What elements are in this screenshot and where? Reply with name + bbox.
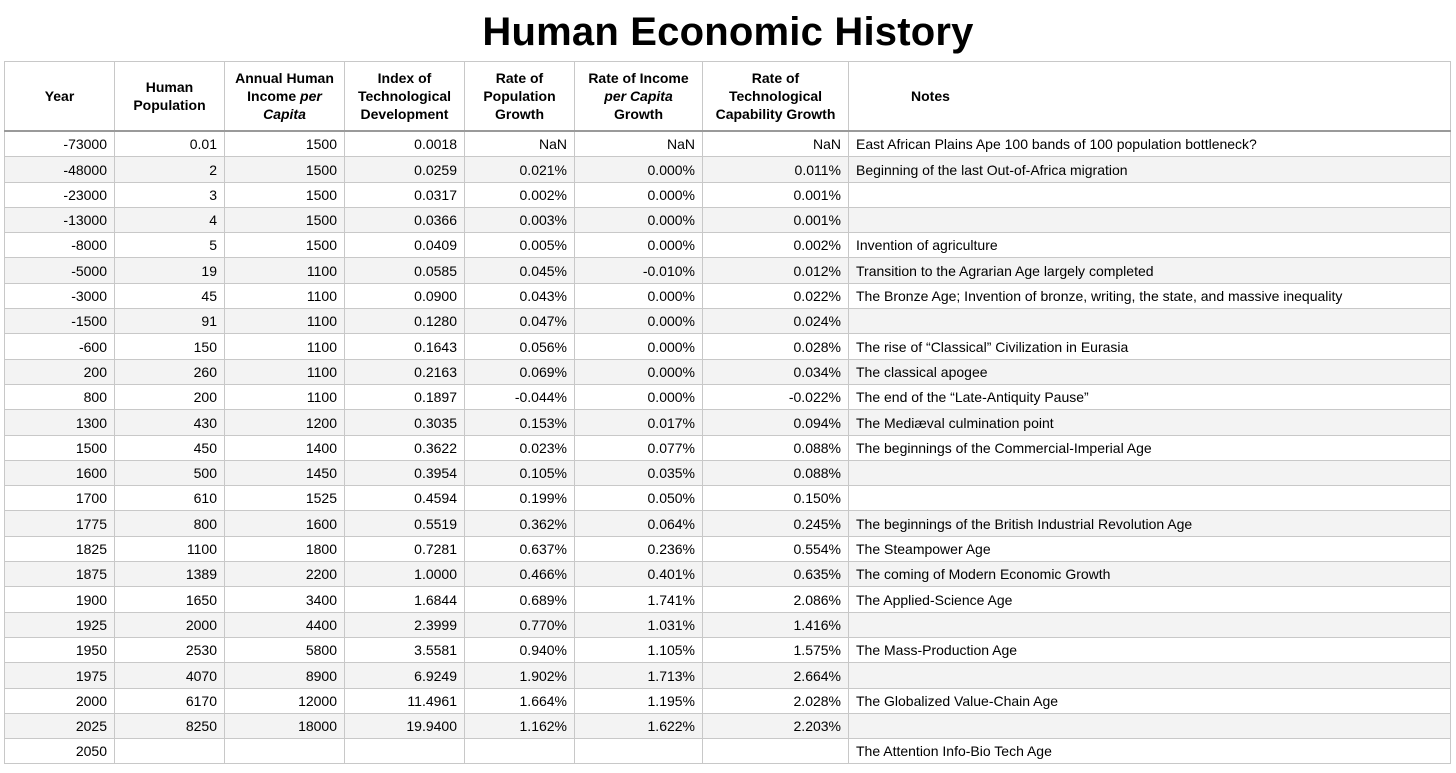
table-header-row	[5, 62, 1451, 132]
cell-tech-growth[interactable]: 0.002%	[703, 233, 849, 258]
cell-income[interactable]: 4400	[225, 612, 345, 637]
cell-year[interactable]: 1300	[5, 410, 115, 435]
column-header-income-italic: per Capita	[263, 88, 322, 122]
cell-income-growth[interactable]: 0.050%	[575, 486, 703, 511]
column-header-pop-growth[interactable]: Rate of Population Growth	[465, 62, 575, 132]
cell-year[interactable]: 200	[5, 359, 115, 384]
cell-income-growth[interactable]: 0.000%	[575, 157, 703, 182]
table-body	[5, 131, 1451, 764]
cell-income[interactable]	[225, 739, 345, 764]
cell-pop-growth[interactable]: 0.003%	[465, 207, 575, 232]
cell-population[interactable]: 91	[115, 309, 225, 334]
cell-population[interactable]: 610	[115, 486, 225, 511]
cell-tech-growth[interactable]: 1.575%	[703, 637, 849, 662]
cell-year[interactable]: 1500	[5, 435, 115, 460]
cell-notes[interactable]: The Bronze Age; Invention of bronze, writing, the state, and massive inequality	[849, 283, 1451, 308]
cell-tech-growth[interactable]: -0.022%	[703, 384, 849, 409]
table-row	[5, 637, 1451, 662]
column-header-income[interactable]	[225, 62, 345, 132]
cell-year[interactable]: 2050	[5, 739, 115, 764]
cell-population[interactable]	[115, 739, 225, 764]
cell-population[interactable]: 3	[115, 182, 225, 207]
cell-population[interactable]: 800	[115, 511, 225, 536]
cell-income[interactable]: 1100	[225, 384, 345, 409]
cell-population[interactable]: 1100	[115, 536, 225, 561]
column-header-income-text: Annual Human Income	[235, 70, 334, 104]
cell-pop-growth[interactable]	[465, 739, 575, 764]
cell-income-growth[interactable]: 0.017%	[575, 410, 703, 435]
cell-tech-index[interactable]: 0.3035	[345, 410, 465, 435]
cell-pop-growth[interactable]: 0.045%	[465, 258, 575, 283]
cell-income-growth[interactable]: 0.000%	[575, 283, 703, 308]
cell-pop-growth[interactable]: 0.637%	[465, 536, 575, 561]
cell-income[interactable]: 12000	[225, 688, 345, 713]
cell-tech-growth[interactable]: 0.554%	[703, 536, 849, 561]
cell-tech-growth[interactable]: 0.012%	[703, 258, 849, 283]
cell-population[interactable]: 200	[115, 384, 225, 409]
cell-pop-growth[interactable]: 1.162%	[465, 713, 575, 738]
cell-income[interactable]: 5800	[225, 637, 345, 662]
cell-tech-growth[interactable]	[703, 739, 849, 764]
column-header-tech-growth[interactable]: Rate of Technological Capability Growth	[703, 62, 849, 132]
cell-population[interactable]: 500	[115, 460, 225, 485]
cell-notes[interactable]: Transition to the Agrarian Age largely completed	[849, 258, 1451, 283]
cell-year[interactable]: 1950	[5, 637, 115, 662]
column-header-income-growth[interactable]	[575, 62, 703, 132]
cell-tech-index[interactable]: 6.9249	[345, 663, 465, 688]
cell-population[interactable]: 1389	[115, 562, 225, 587]
table-row	[5, 334, 1451, 359]
cell-population[interactable]: 260	[115, 359, 225, 384]
cell-tech-growth[interactable]: 0.001%	[703, 182, 849, 207]
cell-year[interactable]: 1600	[5, 460, 115, 485]
cell-tech-index[interactable]: 3.5581	[345, 637, 465, 662]
cell-tech-index[interactable]: 0.3622	[345, 435, 465, 460]
cell-population[interactable]: 6170	[115, 688, 225, 713]
column-header-notes[interactable]: Notes	[849, 62, 1451, 132]
cell-notes[interactable]	[849, 486, 1451, 511]
cell-income[interactable]: 1200	[225, 410, 345, 435]
cell-tech-growth[interactable]: 0.022%	[703, 283, 849, 308]
cell-tech-index[interactable]: 19.9400	[345, 713, 465, 738]
cell-population[interactable]: 1650	[115, 587, 225, 612]
cell-tech-index[interactable]: 11.4961	[345, 688, 465, 713]
cell-tech-growth[interactable]: 0.028%	[703, 334, 849, 359]
table-row	[5, 713, 1451, 738]
cell-income-growth[interactable]: 1.741%	[575, 587, 703, 612]
cell-year[interactable]: -5000	[5, 258, 115, 283]
cell-notes[interactable]: The beginnings of the British Industrial Revolution Age	[849, 511, 1451, 536]
cell-tech-index[interactable]: 0.4594	[345, 486, 465, 511]
cell-tech-index[interactable]: 0.0366	[345, 207, 465, 232]
column-header-income-growth-italic: per Capita	[604, 88, 673, 104]
cell-tech-index[interactable]: 0.3954	[345, 460, 465, 485]
cell-year[interactable]: -1500	[5, 309, 115, 334]
cell-tech-growth[interactable]: 2.086%	[703, 587, 849, 612]
cell-tech-index[interactable]: 1.0000	[345, 562, 465, 587]
cell-year[interactable]: 1775	[5, 511, 115, 536]
cell-pop-growth[interactable]: 0.199%	[465, 486, 575, 511]
table-row	[5, 511, 1451, 536]
cell-pop-growth[interactable]: 0.021%	[465, 157, 575, 182]
cell-income-growth[interactable]: 1.195%	[575, 688, 703, 713]
cell-year[interactable]: 1975	[5, 663, 115, 688]
page-title: Human Economic History	[482, 10, 974, 54]
cell-year[interactable]: -48000	[5, 157, 115, 182]
cell-pop-growth[interactable]: 0.023%	[465, 435, 575, 460]
cell-income-growth[interactable]: 1.713%	[575, 663, 703, 688]
cell-population[interactable]: 430	[115, 410, 225, 435]
cell-income[interactable]: 1100	[225, 258, 345, 283]
table-row	[5, 486, 1451, 511]
cell-tech-growth[interactable]: 0.034%	[703, 359, 849, 384]
cell-tech-index[interactable]: 0.0409	[345, 233, 465, 258]
cell-year[interactable]: 800	[5, 384, 115, 409]
cell-notes[interactable]	[849, 663, 1451, 688]
cell-tech-index[interactable]: 0.1897	[345, 384, 465, 409]
cell-tech-index[interactable]: 0.0900	[345, 283, 465, 308]
cell-notes[interactable]: The coming of Modern Economic Growth	[849, 562, 1451, 587]
table-row	[5, 233, 1451, 258]
table-row	[5, 435, 1451, 460]
cell-year[interactable]: 2025	[5, 713, 115, 738]
cell-pop-growth[interactable]: 0.069%	[465, 359, 575, 384]
cell-income[interactable]: 2200	[225, 562, 345, 587]
cell-tech-growth[interactable]: 0.024%	[703, 309, 849, 334]
cell-tech-index[interactable]: 2.3999	[345, 612, 465, 637]
cell-income[interactable]: 1800	[225, 536, 345, 561]
cell-income-growth[interactable]: 1.622%	[575, 713, 703, 738]
cell-income[interactable]: 1500	[225, 131, 345, 157]
table-row	[5, 739, 1451, 764]
cell-notes[interactable]: The Globalized Value-Chain Age	[849, 688, 1451, 713]
cell-tech-index[interactable]: 0.1280	[345, 309, 465, 334]
cell-income-growth[interactable]: NaN	[575, 131, 703, 157]
economic-history-table	[4, 61, 1451, 764]
cell-tech-index[interactable]: 0.5519	[345, 511, 465, 536]
cell-notes[interactable]	[849, 309, 1451, 334]
cell-population[interactable]: 0.01	[115, 131, 225, 157]
cell-pop-growth[interactable]: 0.153%	[465, 410, 575, 435]
cell-notes[interactable]: The rise of “Classical” Civilization in Eurasia	[849, 334, 1451, 359]
table-row	[5, 131, 1451, 157]
cell-population[interactable]: 150	[115, 334, 225, 359]
column-header-year[interactable]: Year	[5, 62, 115, 132]
table-row	[5, 612, 1451, 637]
cell-pop-growth[interactable]: 0.940%	[465, 637, 575, 662]
cell-notes[interactable]: The beginnings of the Commercial-Imperial Age	[849, 435, 1451, 460]
cell-notes[interactable]	[849, 612, 1451, 637]
cell-income[interactable]: 1400	[225, 435, 345, 460]
column-header-income-growth-text: Rate of Income	[588, 70, 689, 86]
table-row	[5, 536, 1451, 561]
cell-tech-index[interactable]: 1.6844	[345, 587, 465, 612]
cell-year[interactable]: 1875	[5, 562, 115, 587]
cell-tech-index[interactable]: 0.0018	[345, 131, 465, 157]
cell-tech-growth[interactable]: 0.011%	[703, 157, 849, 182]
cell-tech-index[interactable]: 0.7281	[345, 536, 465, 561]
cell-tech-index[interactable]	[345, 739, 465, 764]
cell-pop-growth[interactable]: 1.664%	[465, 688, 575, 713]
cell-income[interactable]: 1525	[225, 486, 345, 511]
table-row	[5, 688, 1451, 713]
cell-income-growth[interactable]: 0.000%	[575, 334, 703, 359]
table-row	[5, 309, 1451, 334]
cell-income[interactable]: 1100	[225, 309, 345, 334]
cell-notes[interactable]: Invention of agriculture	[849, 233, 1451, 258]
cell-tech-growth[interactable]: 0.001%	[703, 207, 849, 232]
cell-income-growth[interactable]: 0.064%	[575, 511, 703, 536]
cell-pop-growth[interactable]: 0.043%	[465, 283, 575, 308]
cell-income[interactable]: 1500	[225, 207, 345, 232]
cell-notes[interactable]: The Mass-Production Age	[849, 637, 1451, 662]
column-header-population[interactable]: Human Population	[115, 62, 225, 132]
table-row	[5, 182, 1451, 207]
cell-year[interactable]: 1900	[5, 587, 115, 612]
cell-tech-growth[interactable]: 0.150%	[703, 486, 849, 511]
cell-income[interactable]: 1600	[225, 511, 345, 536]
cell-population[interactable]: 4070	[115, 663, 225, 688]
table-row	[5, 258, 1451, 283]
cell-year[interactable]: -600	[5, 334, 115, 359]
cell-population[interactable]: 450	[115, 435, 225, 460]
cell-year[interactable]: -8000	[5, 233, 115, 258]
table-row	[5, 207, 1451, 232]
cell-tech-growth[interactable]: 2.203%	[703, 713, 849, 738]
cell-pop-growth[interactable]: 0.466%	[465, 562, 575, 587]
column-header-tech-index[interactable]: Index of Technological Development	[345, 62, 465, 132]
cell-tech-growth[interactable]: 2.028%	[703, 688, 849, 713]
cell-population[interactable]: 19	[115, 258, 225, 283]
cell-pop-growth[interactable]: 1.902%	[465, 663, 575, 688]
cell-tech-index[interactable]: 0.1643	[345, 334, 465, 359]
cell-income[interactable]: 18000	[225, 713, 345, 738]
table-row	[5, 359, 1451, 384]
cell-notes[interactable]: East African Plains Ape 100 bands of 100 population bottleneck?	[849, 131, 1451, 157]
cell-income-growth[interactable]: 0.000%	[575, 384, 703, 409]
cell-income[interactable]: 1500	[225, 157, 345, 182]
cell-pop-growth[interactable]: -0.044%	[465, 384, 575, 409]
cell-tech-growth[interactable]: 2.664%	[703, 663, 849, 688]
cell-notes[interactable]: The Attention Info-Bio Tech Age	[849, 739, 1451, 764]
cell-income-growth[interactable]: 0.236%	[575, 536, 703, 561]
cell-income-growth[interactable]: 1.031%	[575, 612, 703, 637]
cell-income[interactable]: 1450	[225, 460, 345, 485]
cell-income[interactable]: 1100	[225, 359, 345, 384]
cell-year[interactable]: -73000	[5, 131, 115, 157]
column-header-income-growth-suffix: Growth	[614, 106, 663, 122]
cell-notes[interactable]: The Mediæval culmination point	[849, 410, 1451, 435]
cell-notes[interactable]: The Steampower Age	[849, 536, 1451, 561]
cell-population[interactable]: 2000	[115, 612, 225, 637]
cell-notes[interactable]: The classical apogee	[849, 359, 1451, 384]
table-row	[5, 460, 1451, 485]
cell-notes[interactable]	[849, 713, 1451, 738]
cell-population[interactable]: 2530	[115, 637, 225, 662]
cell-year[interactable]: 1925	[5, 612, 115, 637]
cell-tech-growth[interactable]: 0.635%	[703, 562, 849, 587]
cell-notes[interactable]: Beginning of the last Out-of-Africa migration	[849, 157, 1451, 182]
cell-pop-growth[interactable]: 0.002%	[465, 182, 575, 207]
cell-population[interactable]: 5	[115, 233, 225, 258]
table-row	[5, 587, 1451, 612]
cell-tech-growth[interactable]: 0.088%	[703, 460, 849, 485]
cell-income-growth[interactable]: 0.401%	[575, 562, 703, 587]
cell-income-growth[interactable]: 0.000%	[575, 359, 703, 384]
cell-income-growth[interactable]: 1.105%	[575, 637, 703, 662]
cell-income[interactable]: 1100	[225, 334, 345, 359]
cell-notes[interactable]	[849, 182, 1451, 207]
cell-tech-index[interactable]: 0.0259	[345, 157, 465, 182]
cell-year[interactable]: 1825	[5, 536, 115, 561]
table-row	[5, 283, 1451, 308]
cell-income-growth[interactable]: 0.000%	[575, 182, 703, 207]
cell-notes[interactable]	[849, 207, 1451, 232]
cell-population[interactable]: 45	[115, 283, 225, 308]
cell-tech-index[interactable]: 0.2163	[345, 359, 465, 384]
cell-tech-index[interactable]: 0.0317	[345, 182, 465, 207]
cell-notes[interactable]: The Applied-Science Age	[849, 587, 1451, 612]
cell-year[interactable]: 1700	[5, 486, 115, 511]
cell-income[interactable]: 3400	[225, 587, 345, 612]
cell-population[interactable]: 8250	[115, 713, 225, 738]
table-row	[5, 157, 1451, 182]
table-row	[5, 663, 1451, 688]
cell-year[interactable]: 2000	[5, 688, 115, 713]
cell-income-growth[interactable]: 0.035%	[575, 460, 703, 485]
cell-population[interactable]: 4	[115, 207, 225, 232]
cell-tech-growth[interactable]: 1.416%	[703, 612, 849, 637]
cell-year[interactable]: -23000	[5, 182, 115, 207]
cell-income[interactable]: 1100	[225, 283, 345, 308]
cell-income-growth[interactable]	[575, 739, 703, 764]
cell-income[interactable]: 1500	[225, 182, 345, 207]
cell-tech-growth[interactable]: NaN	[703, 131, 849, 157]
cell-tech-growth[interactable]: 0.094%	[703, 410, 849, 435]
cell-pop-growth[interactable]: 0.362%	[465, 511, 575, 536]
cell-tech-growth[interactable]: 0.245%	[703, 511, 849, 536]
table-row	[5, 562, 1451, 587]
cell-income-growth[interactable]: 0.000%	[575, 309, 703, 334]
cell-pop-growth[interactable]: 0.056%	[465, 334, 575, 359]
cell-pop-growth[interactable]: 0.047%	[465, 309, 575, 334]
cell-income-growth[interactable]: -0.010%	[575, 258, 703, 283]
cell-pop-growth[interactable]: NaN	[465, 131, 575, 157]
cell-notes[interactable]: The end of the “Late-Antiquity Pause”	[849, 384, 1451, 409]
cell-income-growth[interactable]: 0.077%	[575, 435, 703, 460]
cell-income-growth[interactable]: 0.000%	[575, 207, 703, 232]
table-row	[5, 410, 1451, 435]
cell-year[interactable]: -3000	[5, 283, 115, 308]
cell-pop-growth[interactable]: 0.689%	[465, 587, 575, 612]
cell-pop-growth[interactable]: 0.770%	[465, 612, 575, 637]
cell-tech-growth[interactable]: 0.088%	[703, 435, 849, 460]
cell-population[interactable]: 2	[115, 157, 225, 182]
cell-income-growth[interactable]: 0.000%	[575, 233, 703, 258]
cell-year[interactable]: -13000	[5, 207, 115, 232]
cell-income[interactable]: 1500	[225, 233, 345, 258]
table-row	[5, 384, 1451, 409]
cell-notes[interactable]	[849, 460, 1451, 485]
cell-tech-index[interactable]: 0.0585	[345, 258, 465, 283]
cell-pop-growth[interactable]: 0.105%	[465, 460, 575, 485]
cell-income[interactable]: 8900	[225, 663, 345, 688]
cell-pop-growth[interactable]: 0.005%	[465, 233, 575, 258]
